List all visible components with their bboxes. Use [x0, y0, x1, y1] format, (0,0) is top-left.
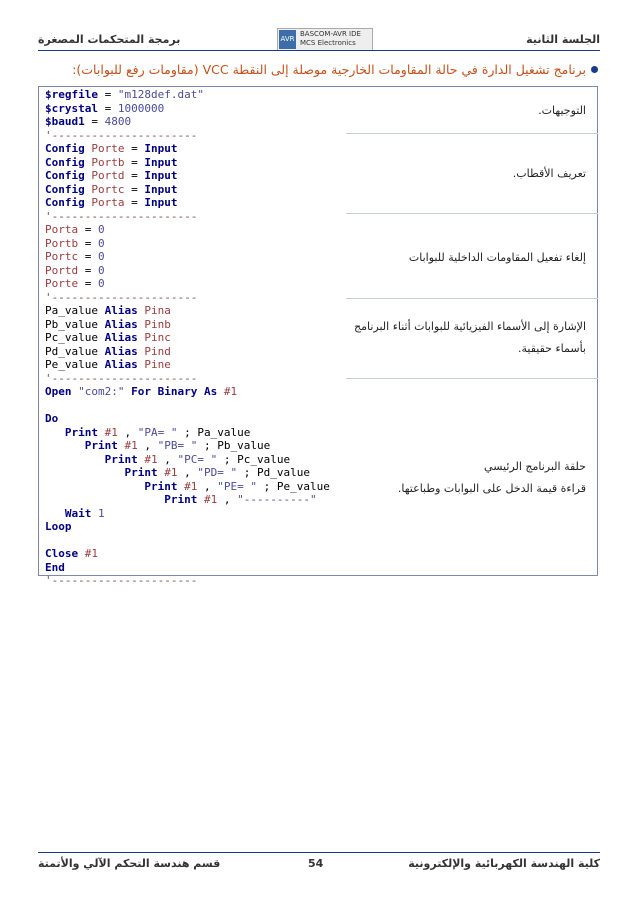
code-token: $regfile	[45, 88, 98, 101]
code-token: Config	[45, 182, 85, 196]
code-token: '----------------------	[45, 371, 198, 385]
code-token: =	[124, 196, 145, 209]
code-token: ;	[256, 479, 277, 493]
code-token: #1	[104, 425, 118, 439]
code-token: 0	[98, 236, 105, 250]
code-token: '----------------------	[45, 574, 198, 587]
avr-chip-icon: AVR	[279, 30, 296, 49]
code-token: Porte	[45, 277, 79, 290]
header-course: برمجة المتحكمات المصغرة	[38, 33, 181, 46]
code-token: ;	[217, 452, 238, 466]
code-token: Pc_value	[237, 452, 291, 466]
code-token: "PC= "	[177, 452, 218, 466]
code-token: Do	[45, 412, 59, 425]
code-token: Pina	[144, 304, 171, 317]
note-directives: التوجيهات.	[538, 104, 586, 117]
code-token: "m128def.dat"	[117, 88, 204, 101]
code-token: Pe_value	[276, 479, 330, 493]
code-token: =	[78, 263, 98, 277]
code-token: ;	[197, 439, 218, 452]
code-token: Porte	[91, 142, 125, 155]
code-token: ,	[177, 466, 198, 479]
code-token: #1	[124, 439, 138, 452]
code-token: Pind	[144, 344, 171, 358]
code-token: Alias	[104, 344, 138, 358]
code-token: =	[97, 101, 118, 115]
code-token: Portc	[91, 182, 125, 196]
code-token: Print	[104, 452, 138, 466]
code-token: =	[78, 250, 98, 263]
code-token: "PE= "	[217, 479, 257, 493]
code-token: ;	[237, 466, 257, 479]
code-token: Wait	[64, 506, 92, 520]
row-divider	[346, 133, 598, 134]
code-token: Pd_value	[45, 344, 98, 358]
code-token: =	[78, 223, 98, 236]
code-token: 0	[98, 250, 105, 263]
code-token: #1	[203, 493, 218, 506]
code-token: Alias	[104, 304, 138, 317]
code-token: "----------"	[237, 493, 317, 506]
bascom-logo	[277, 28, 373, 51]
code-token: Close	[45, 547, 79, 560]
code-token: Print	[64, 425, 98, 439]
bullet-icon	[591, 66, 598, 73]
code-token: Portb	[91, 155, 125, 169]
logo-line2: MCS Electronics	[300, 39, 356, 47]
code-token: Pd_value	[256, 466, 310, 479]
page-number: 54	[308, 857, 324, 870]
code-token: #1	[144, 452, 158, 466]
code-token: Print	[124, 466, 158, 479]
code-token: =	[124, 155, 145, 169]
code-token: Print	[164, 493, 198, 506]
row-divider	[346, 213, 598, 214]
code-token: Porta	[91, 196, 125, 209]
code-token: =	[84, 115, 105, 128]
code-token: =	[124, 182, 145, 196]
code-token: Pb_value	[45, 317, 98, 331]
code-token: Config	[45, 169, 85, 182]
code-token: 1000000	[117, 101, 165, 115]
code-token: Portd	[91, 169, 125, 182]
note-alias-line2: بأسماء حقيقية.	[518, 342, 586, 355]
code-token: Print	[144, 479, 178, 493]
code-token: Pc_value	[45, 331, 98, 344]
code-token: ,	[137, 439, 158, 452]
code-token: ;	[177, 425, 198, 439]
code-token: Input	[144, 155, 178, 169]
code-token: Portc	[45, 250, 79, 263]
code-token: #1	[164, 466, 178, 479]
code-token: '----------------------	[45, 128, 198, 142]
note-loop-line1: حلقة البرنامج الرئيسي	[484, 460, 586, 473]
code-token: $crystal	[45, 101, 98, 115]
code-token: #1	[184, 479, 198, 493]
section-title: برنامج تشغيل الدارة في حالة المقاومات الخارجية موصلة إلى النقطة VCC (مقاومات رفع للبوابات):	[72, 62, 586, 77]
code-token: Input	[144, 169, 178, 182]
code-token: ,	[117, 425, 138, 439]
code-token: Input	[144, 142, 178, 155]
code-token: =	[124, 169, 145, 182]
code-token: =	[124, 142, 145, 155]
code-token: Alias	[104, 317, 138, 331]
code-token: ,	[157, 452, 178, 466]
code-token: Alias	[104, 331, 138, 344]
code-token: "PD= "	[197, 466, 238, 479]
code-token: Input	[144, 196, 178, 209]
code-token: #1	[84, 547, 98, 560]
code-token: Config	[45, 142, 85, 155]
code-token: Pb_value	[217, 439, 271, 452]
code-token: "com2:"	[78, 385, 125, 398]
code-token: Pe_value	[45, 358, 98, 371]
note-pin-config: تعريف الأقطاب.	[512, 167, 586, 180]
code-token: =	[78, 236, 98, 250]
code-token: '----------------------	[45, 209, 198, 223]
note-loop-line2: قراءة قيمة الدخل على البوابات وطباعتها.	[397, 482, 586, 495]
code-token: $baud1	[45, 115, 85, 128]
code-token: "PB= "	[157, 439, 198, 452]
code-listing	[45, 88, 330, 588]
code-token: Pa_value	[197, 425, 251, 439]
code-token: Loop	[45, 520, 72, 533]
code-token: 1	[98, 506, 105, 520]
code-token: ,	[197, 479, 218, 493]
code-token: Input	[144, 182, 178, 196]
code-token: Pine	[144, 358, 171, 371]
code-token: "PA= "	[137, 425, 178, 439]
code-token: 0	[98, 277, 105, 290]
code-token: 4800	[104, 115, 132, 128]
footer-faculty: كلية الهندسة الكهربائية والإلكترونية	[408, 857, 600, 870]
code-token: Pinb	[144, 317, 171, 331]
code-token: 0	[98, 223, 105, 236]
code-token: #1	[223, 385, 238, 398]
header-rule	[38, 50, 600, 51]
footer-department: قسم هندسة التحكم الآلي والأتمتة	[38, 857, 221, 870]
logo-line1: BASCOM-AVR IDE	[300, 30, 361, 38]
note-alias-line1: الإشارة إلى الأسماء الفيزيائية للبوابات أثناء البرنامج	[354, 320, 586, 333]
code-token: Config	[45, 196, 85, 209]
code-token: Alias	[104, 358, 138, 371]
row-divider	[346, 298, 598, 299]
code-token: 0	[98, 263, 105, 277]
code-token: Pinc	[144, 331, 171, 344]
code-token: Portb	[45, 236, 79, 250]
code-token: Print	[84, 439, 118, 452]
code-token: ,	[217, 493, 238, 506]
code-token: '----------------------	[45, 290, 198, 304]
code-token: Pa_value	[45, 304, 98, 317]
header-session: الجلسة الثانية	[526, 33, 600, 46]
code-token: For Binary As	[131, 385, 218, 398]
code-token: Portd	[45, 263, 79, 277]
code-token: =	[78, 277, 98, 290]
note-disable-pullups: إلغاء تفعيل المقاومات الداخلية للبوابات	[408, 251, 586, 264]
code-token: Porta	[45, 223, 79, 236]
code-token: =	[97, 88, 118, 101]
code-token: Config	[45, 155, 85, 169]
code-token: Open	[45, 385, 72, 398]
footer-rule	[38, 852, 600, 853]
code-token: End	[45, 560, 65, 574]
row-divider	[346, 378, 598, 379]
